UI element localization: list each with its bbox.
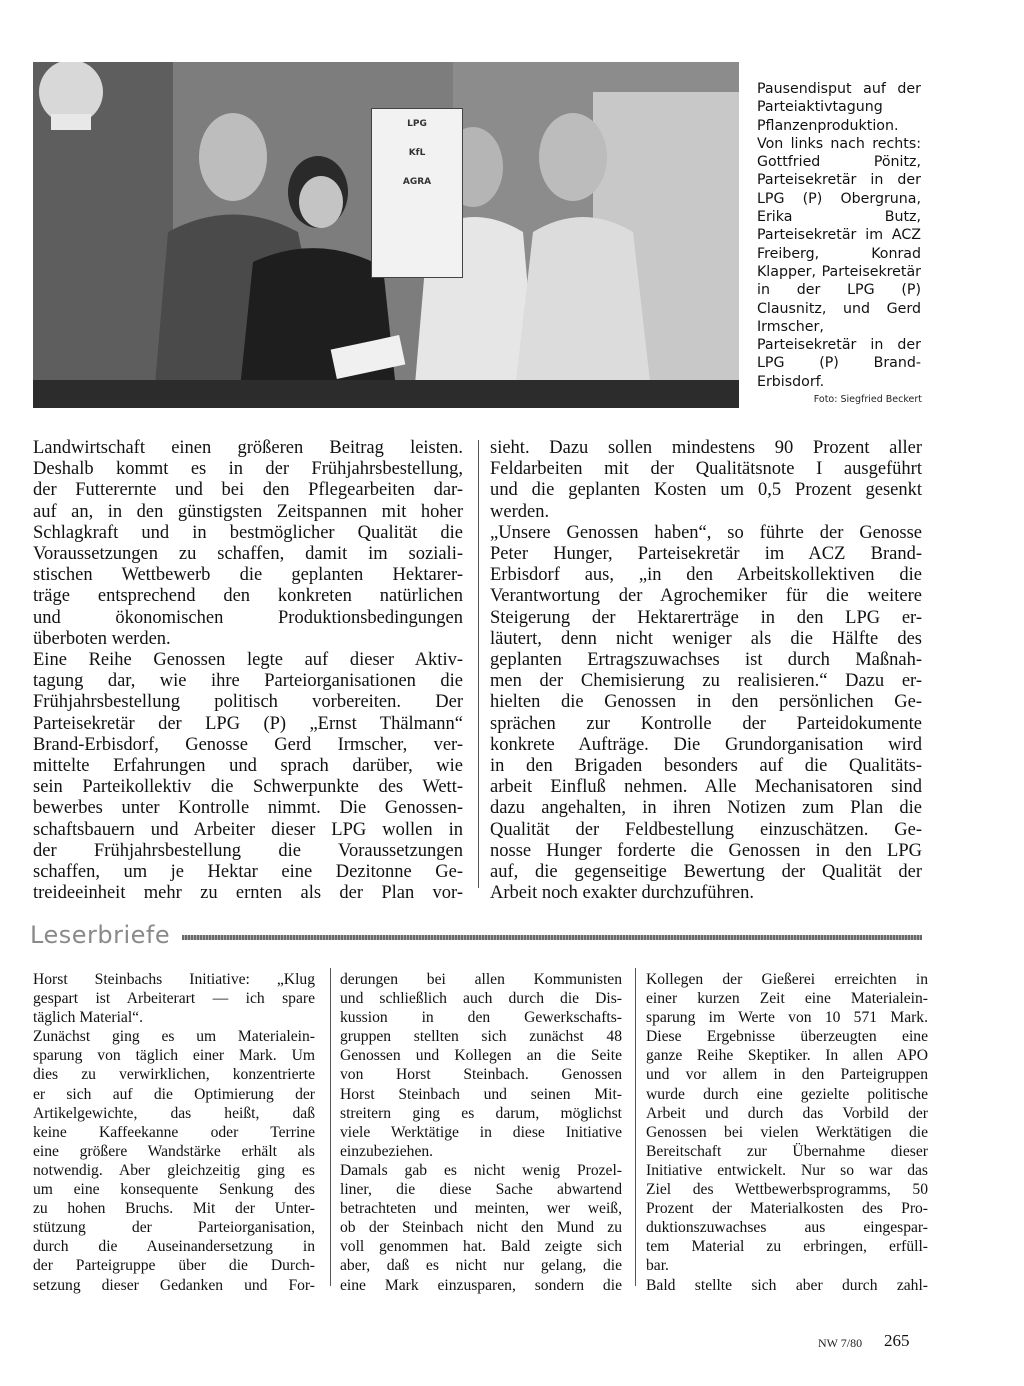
article-line: schaffen, um je Hektar eine Dezitonne Ge-: [33, 862, 463, 883]
letter-column-3: [646, 970, 928, 1295]
article-line: Voraussetzungen zu schaffen, damit im soziali-: [33, 544, 463, 565]
letter-line: setzung dieser Gedanken und For-: [33, 1276, 315, 1294]
letter-line: durch die Auseinandersetzung in: [33, 1238, 315, 1256]
article-line: auf, die gegenseitige Bewertung der Qualität der: [490, 862, 922, 883]
letter-line: Ziel des Wettbewerbsprogramms, 50: [646, 1181, 928, 1199]
article-line: überboten werden.: [33, 628, 171, 649]
letter-line: bar.: [646, 1257, 669, 1275]
letter-line: Prozent der Materialkosten des Pro-: [646, 1200, 928, 1218]
photo-credit: Foto: Siegfried Beckert: [813, 394, 922, 405]
article-photo: [33, 62, 739, 408]
article-line: geplanten Ertragszuwachses ist durch Maßnah-: [490, 650, 922, 671]
article-line: läutert, denn nicht weniger als die Hälfte des: [490, 628, 922, 649]
letter-line: ob der Steinbach nicht den Mund zu: [340, 1219, 622, 1237]
letter-line: gruppen stellten sich zunächst 48: [340, 1028, 622, 1046]
letter-line: Horst Steinbachs Initiative: „Klug: [33, 971, 315, 988]
article-line: träge entsprechend den konkreten natürlichen: [33, 586, 463, 607]
letter-line: Kollegen der Gießerei erreichten in: [646, 971, 928, 988]
photo-caption: Pausendisput auf der Parteiaktivtagung Pflanzenproduktion. Von links nach rechts: Gottfried Pönitz, Parteisekretär in der LPG (P) Obergruna, Erika Butz, Parteisekretär im ACZ Freiberg, Konrad Klapper, Parteisekretär in der LPG (P) Clausnitz, und Gerd Irmscher, Parteisekretär in der LPG (P) Brand-Erbisdorf.: [757, 81, 921, 390]
letter-line: Zunächst ging es um Materialein-: [33, 1028, 315, 1046]
letter-line: und schließlich auch durch die Dis-: [340, 990, 622, 1008]
letter-line: einzubeziehen.: [340, 1142, 434, 1160]
article-line: werden.: [490, 501, 550, 522]
letter-line: eine Mark einzusparen, sondern die: [340, 1276, 622, 1294]
article-line: Verantwortung der Agrochemiker für die weitere: [490, 586, 922, 607]
letter-line: von Horst Steinbach. Genossen: [340, 1066, 622, 1084]
letter-line: Initiative entwickelt. Nur so war das: [646, 1161, 928, 1179]
article-line: sprächen zur Kontrolle der Parteidokumente: [490, 713, 922, 734]
letter-line: liner, die diese Sache abwartend: [340, 1181, 622, 1199]
sign-line-3: AGRA: [402, 177, 432, 187]
article-line: in den Brigaden besonders auf die Qualitäts-: [490, 756, 922, 777]
letter-line: Horst Steinbach und seinen Mit-: [340, 1085, 622, 1103]
letter-line: Arbeit und durch das Vorbild der: [646, 1104, 928, 1122]
article-line: bewerbes unter Kontrolle nimmt. Die Genossen-: [33, 798, 463, 819]
letter-line: stützung der Parteiorganisation,: [33, 1219, 315, 1237]
article-line: hielten die Genossen in den persönlichen Ge-: [490, 692, 922, 713]
letter-line: eine größere Wandstärke erhält als: [33, 1142, 315, 1160]
letter-line: und vor allem in den Parteigruppen: [646, 1066, 928, 1084]
letter-line: Bald stellte sich aber durch zahl-: [646, 1276, 928, 1294]
letter-line: Bereitschaft zur Übernahme dieser: [646, 1142, 928, 1160]
article-line: Frühjahrsbestellung politisch vorbereiten. Der: [33, 692, 463, 713]
article-line: tagung dar, wie ihre Parteiorganisationen die: [33, 671, 463, 692]
letter-line: wurde durch eine gezielte politische: [646, 1085, 928, 1103]
article-line: Feldarbeiten mit der Qualitätsnote I ausgeführt: [490, 459, 922, 480]
article-line: Brand-Erbisdorf, Genosse Gerd Irmscher, ver-: [33, 734, 463, 755]
letter-line: sparung von täglich einer Mark. Um: [33, 1047, 315, 1065]
article-line: Steigerung der Hektarerträge in den LPG er-: [490, 607, 922, 628]
article-line: konkrete Aufträge. Die Grundorganisation wird: [490, 734, 922, 755]
article-line: Peter Hunger, Parteisekretär im ACZ Brand-: [490, 544, 922, 565]
letter-line: Genossen und Kollegen an die Seite: [340, 1047, 622, 1065]
article-line: men der Chemisierung zu realisieren.“ Dazu er-: [490, 671, 922, 692]
letter-line: Genossen bei vielen Werktätigen die: [646, 1123, 928, 1141]
letter-line: um eine konsequente Senkung des: [33, 1181, 315, 1199]
letter-line: notwendig. Aber gleichzeitig ging es: [33, 1161, 315, 1179]
article-line: dazu angehalten, in ihren Notizen zum Plan die: [490, 798, 922, 819]
article-line: Arbeit noch exakter durchzuführen.: [490, 883, 755, 904]
letter-line: täglich Material“.: [33, 1009, 143, 1027]
article-line: Parteisekretär der LPG (P) „Ernst Thälmann“: [33, 713, 463, 734]
sign-line-2: KfL: [408, 148, 426, 158]
letter-line: Damals gab es nicht wenig Prozel-: [340, 1161, 622, 1179]
letter-line: keine Kaffeekanne oder Terrine: [33, 1123, 315, 1141]
article-line: mittelte Erfahrungen und sprach darüber, wie: [33, 756, 463, 777]
article-line: treideeinheit mehr zu ernten als der Plan vor-: [33, 883, 463, 904]
section-rule: [182, 935, 922, 940]
letter-line: Artikelgewichte, das heißt, daß: [33, 1104, 315, 1122]
letter-line: zu hohen Bruchs. Mit der Unter-: [33, 1200, 315, 1218]
article-line: schaftsbauern und Arbeiter dieser LPG wollen in: [33, 819, 463, 840]
letter-line: voll genommen hat. Bald zeigte sich: [340, 1238, 622, 1256]
article-column-left: [33, 438, 463, 904]
article-line: stischen Wettbewerb die geplanten Hektarer-: [33, 565, 463, 586]
letter-column-2: [340, 970, 622, 1295]
letter-line: derungen bei allen Kommunisten: [340, 971, 622, 988]
article-line: Erbisdorf aus, „in den Arbeitskollektiven die: [490, 565, 922, 586]
article-line: sieht. Dazu sollen mindestens 90 Prozent aller: [490, 438, 922, 458]
letter-line: der Parteigruppe über die Durch-: [33, 1257, 315, 1275]
article-line: Schlagkraft und in bestmöglicher Qualität die: [33, 522, 463, 543]
sign-line-1: LPG: [407, 119, 427, 129]
page-number: 265: [884, 1331, 910, 1350]
article-line: und ökonomischen Produktionsbedingungen: [33, 607, 463, 628]
column-divider: [635, 968, 636, 1286]
letter-line: tem Material zu erbringen, erfüll-: [646, 1238, 928, 1256]
article-line: Eine Reihe Genossen legte auf dieser Aktiv-: [33, 650, 463, 671]
issue-label: NW 7/80: [818, 1336, 863, 1350]
letter-line: ganze Reihe Skeptiker. In allen APO: [646, 1047, 928, 1065]
photo-notice-sign: [371, 108, 463, 278]
letter-line: sparung im Werte von 10 571 Mark.: [646, 1009, 928, 1027]
article-column-right: [490, 438, 922, 904]
article-line: der Frühjahrsbestellung die Voraussetzungen: [33, 840, 463, 861]
section-header: [30, 918, 922, 954]
column-divider: [478, 440, 479, 888]
letter-line: einer kurzen Zeit eine Materialein-: [646, 990, 928, 1008]
letter-line: viele Werktätige in diese Initiative: [340, 1123, 622, 1141]
article-line: sein Parteikollektiv die Schwerpunkte des Wett-: [33, 777, 463, 798]
section-title: Leserbriefe: [30, 921, 171, 949]
letter-line: Diese Ergebnisse überzeugten eine: [646, 1028, 928, 1046]
column-divider: [330, 968, 331, 1286]
letter-line: kussion in den Gewerkschafts-: [340, 1009, 622, 1027]
letter-line: betrachteten und meinten, wer weiß,: [340, 1200, 622, 1218]
article-line: auf an, in den günstigsten Zeitspannen mit hoher: [33, 501, 463, 522]
article-line: „Unsere Genossen haben“, so führte der Genosse: [490, 522, 922, 543]
article-line: Landwirtschaft einen größeren Beitrag leisten.: [33, 438, 463, 458]
letter-line: dies zu verwirklichen, konzentrierte: [33, 1066, 315, 1084]
article-line: nosse Hunger forderte die Genossen in den LPG: [490, 840, 922, 861]
letter-line: gespart ist Arbeiterart — ich spare: [33, 990, 315, 1008]
article-line: Qualität der Feldbestellung einzuschätzen. Ge-: [490, 819, 922, 840]
letter-line: streitern ging es darum, möglichst: [340, 1104, 622, 1122]
letter-line: aber, daß es nicht nur gelang, die: [340, 1257, 622, 1275]
article-line: der Futterernte und bei den Pflegearbeiten dar-: [33, 480, 463, 501]
letter-column-1: [33, 970, 315, 1295]
article-line: Deshalb kommt es in der Frühjahrsbestellung,: [33, 459, 463, 480]
letter-line: duktionszuwachses aus eingespar-: [646, 1219, 928, 1237]
article-line: und die geplanten Kosten um 0,5 Prozent gesenkt: [490, 480, 922, 501]
letter-line: er sich auf die Optimierung der: [33, 1085, 315, 1103]
article-line: arbeit Einfluß nehmen. Alle Mechanisatoren sind: [490, 777, 922, 798]
